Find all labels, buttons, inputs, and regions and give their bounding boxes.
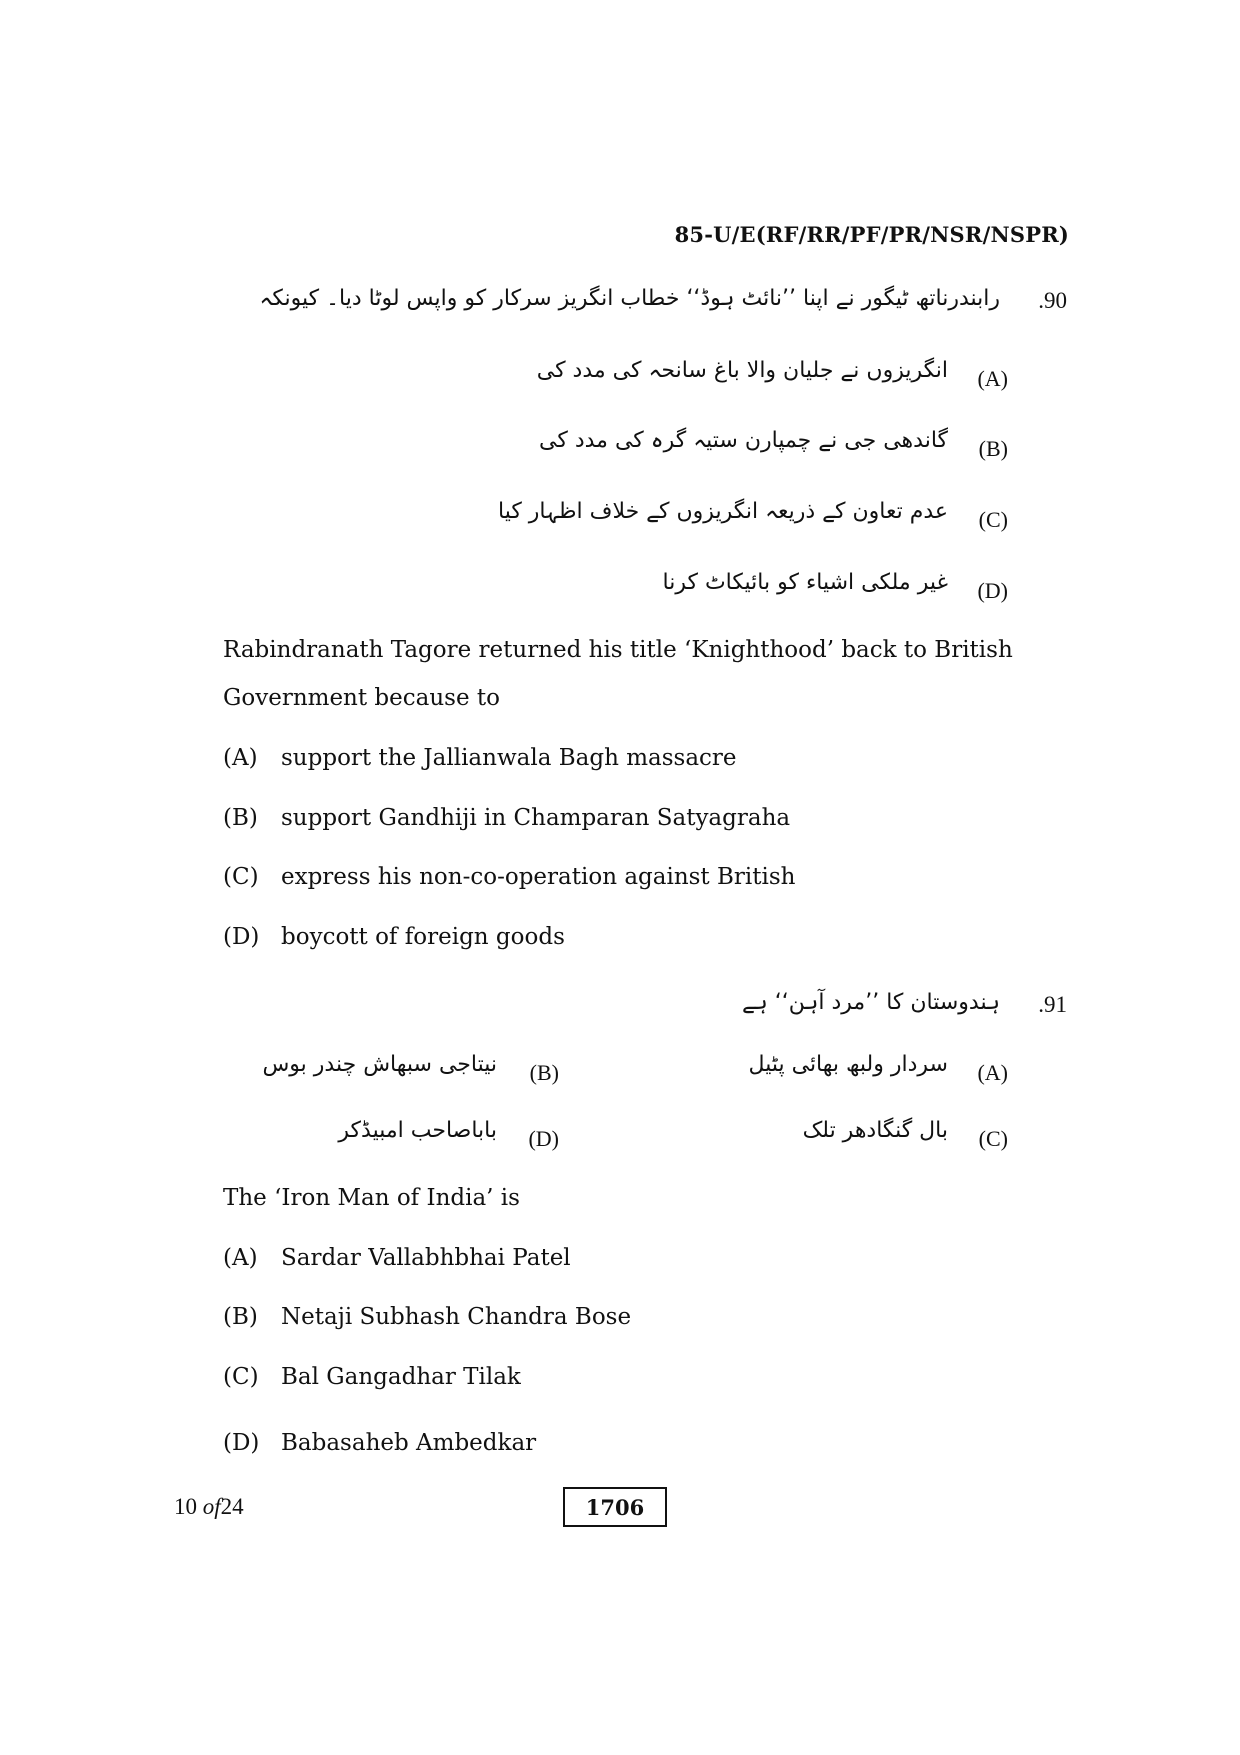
q91-urdu-option-b-label: (B) — [529, 1060, 559, 1085]
q90-urdu-option-b-label: (B) — [978, 436, 1008, 461]
q91-english-option-c-label: (C) — [223, 1364, 259, 1390]
page-total: 24 — [220, 1494, 244, 1519]
q91-english-option-d-label: (D) — [223, 1430, 260, 1456]
q90-english-option-b-label: (B) — [223, 805, 258, 831]
paper-code: 85-U/E(RF/RR/PF/PR/NSR/NSPR) — [674, 222, 1069, 247]
q91-urdu-option-c-text: بال گنگادھر تلک — [802, 1118, 948, 1143]
q90-english-option-c-text: express his non-co-operation against British — [281, 864, 796, 890]
q90-english-option-c-label: (C) — [223, 864, 259, 890]
q90-urdu-option-d-text: غیر ملکی اشیاء کو بائیکاٹ کرنا — [662, 570, 948, 595]
q90-english-option-d-label: (D) — [223, 924, 260, 950]
q91-english-option-b-text: Netaji Subhash Chandra Bose — [281, 1304, 632, 1330]
q90-urdu-option-d-label: (D) — [977, 578, 1008, 603]
q90-english-question-line1: Rabindranath Tagore returned his title ‘Knighthood’ back to British — [223, 637, 1013, 663]
q90-urdu-option-c-label: (C) — [978, 507, 1008, 532]
booklet-code-box — [563, 1487, 667, 1527]
question-90-number: .90 — [1038, 288, 1067, 313]
q91-english-option-a-text: Sardar Vallabhbhai Patel — [281, 1245, 571, 1271]
q90-urdu-option-c-text: عدم تعاون کے ذریعہ انگریزوں کے خلاف اظہار کیا — [498, 499, 948, 524]
q90-english-question-line2: Government because to — [223, 685, 500, 711]
question-90-urdu-text: رابندرناتھ ٹیگور نے اپنا ’’نائٹ ہوڈ‘‘ خطاب انگریز سرکار کو واپس لوٹا دیا۔ کیونکہ — [259, 286, 1000, 311]
page-current: 10 — [174, 1494, 197, 1519]
q91-urdu-option-a-text: سردار ولبھ بھائی پٹیل — [748, 1052, 948, 1077]
q90-urdu-option-a-text: انگریزوں نے جلیان والا باغ سانحہ کی مدد کی — [536, 358, 948, 383]
page-number — [174, 1494, 244, 1520]
question-91-number: .91 — [1038, 992, 1067, 1017]
q91-urdu-option-d-label: (D) — [528, 1126, 559, 1151]
q91-english-question: The ‘Iron Man of India’ is — [223, 1185, 520, 1211]
q91-english-option-a-label: (A) — [223, 1245, 258, 1271]
q90-english-option-d-text: boycott of foreign goods — [281, 924, 565, 950]
booklet-code: 1706 — [585, 1494, 645, 1520]
q90-english-option-b-text: support Gandhiji in Champaran Satyagraha — [281, 805, 791, 831]
q91-english-option-c-text: Bal Gangadhar Tilak — [281, 1364, 521, 1390]
q90-urdu-option-b-text: گاندھی جی نے چمپارن ستیہ گرہ کی مدد کی — [539, 428, 948, 453]
q91-urdu-option-a-label: (A) — [977, 1060, 1008, 1085]
q91-urdu-option-d-text: باباصاحب امبیڈکر — [338, 1118, 497, 1143]
q91-urdu-option-b-text: نیتاجی سبھاش چندر بوس — [262, 1052, 497, 1077]
q90-urdu-option-a-label: (A) — [977, 366, 1008, 391]
page-of: of — [202, 1494, 221, 1519]
q91-english-option-b-label: (B) — [223, 1304, 258, 1330]
q91-english-option-d-text: Babasaheb Ambedkar — [281, 1430, 537, 1456]
question-91-urdu-text: ہندوستان کا ’’مرد آہن‘‘ ہے — [741, 990, 1000, 1015]
q90-english-option-a-text: support the Jallianwala Bagh massacre — [281, 745, 737, 771]
q91-urdu-option-c-label: (C) — [978, 1126, 1008, 1151]
q90-english-option-a-label: (A) — [223, 745, 258, 771]
